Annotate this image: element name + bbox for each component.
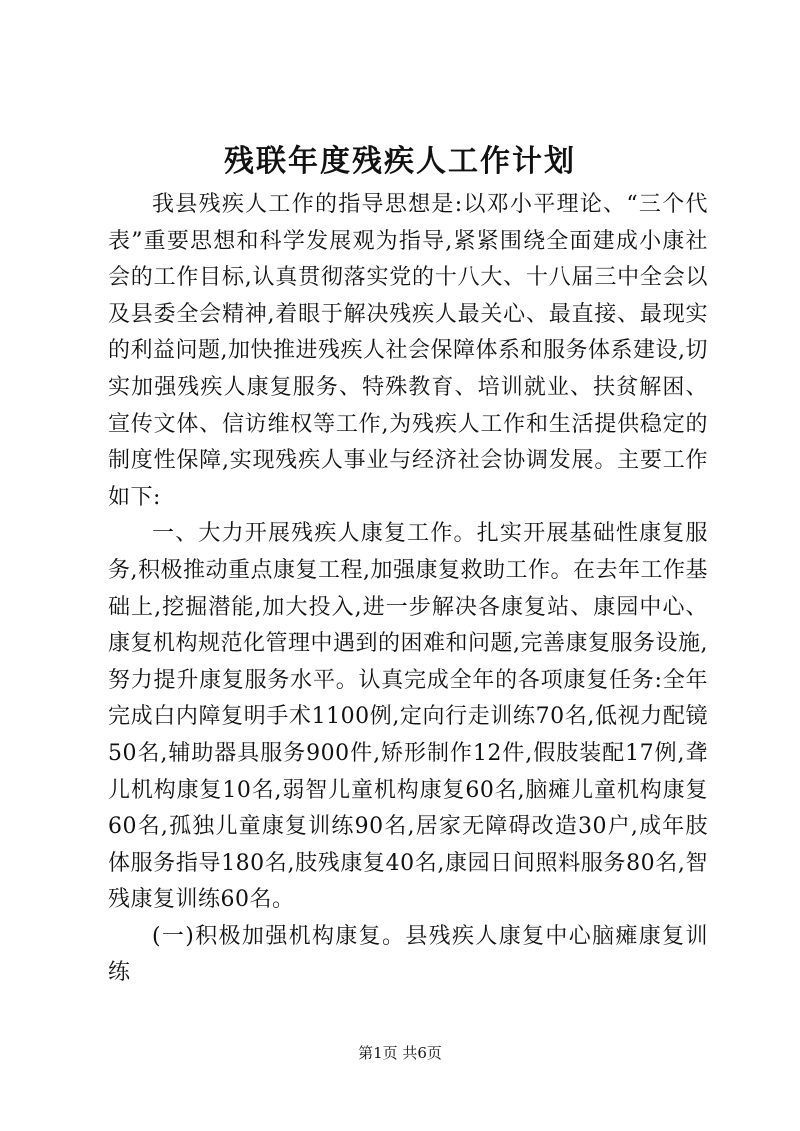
document-body: [108, 187, 708, 992]
document-title: 残联年度残疾人工作计划: [224, 144, 576, 179]
page-footer: 第1页 共6页: [358, 1044, 442, 1062]
paragraph-institutional-rehabilitation: (一)积极加强机构康复。县残疾人康复中心脑瘫康复训练: [108, 923, 708, 986]
paragraph-rehabilitation-work: 一、大力开展残疾人康复工作。扎实开展基础性康复服务,积极推动重点康复工程,加强康复救助工作。在去年工作基础上,挖掘潜能,加大投入,进一步解决各康复站、康园中心、康复机构规范化管理中遇到的困难和问题,完善康复服务设施,努力提升康复服务水平。认真完成全年的各项康复任务:全年完成白内障复明手术1100例,定向行走训练70名,低视力配镜50名,辅助器具服务900件,矫形制作12件,假肢装配17例,聋儿机构康复10名,弱智儿童机构康复60名,脑瘫儿童机构康复60名,孤独儿童康复训练90名,居家无障碍改造30户,成年肢体服务指导180名,肢残康复40名,康园日间照料服务80名,智残康复训练60名。: [108, 521, 708, 913]
paragraph-guiding-ideology: 我县残疾人工作的指导思想是:以邓小平理论、“三个代表”重要思想和科学发展观为指导,紧紧围绕全面建成小康社会的工作目标,认真贯彻落实党的十八大、十八届三中全会以及县委全会精神,着眼于解决残疾人最关心、最直接、最现实的利益问题,加快推进残疾人社会保障体系和服务体系建设,切实加强残疾人康复服务、特殊教育、培训就业、扶贫解困、宣传文体、信访维权等工作,为残疾人工作和生活提供稳定的制度性保障,实现残疾人事业与经济社会协调发展。主要工作如下:: [108, 192, 708, 510]
